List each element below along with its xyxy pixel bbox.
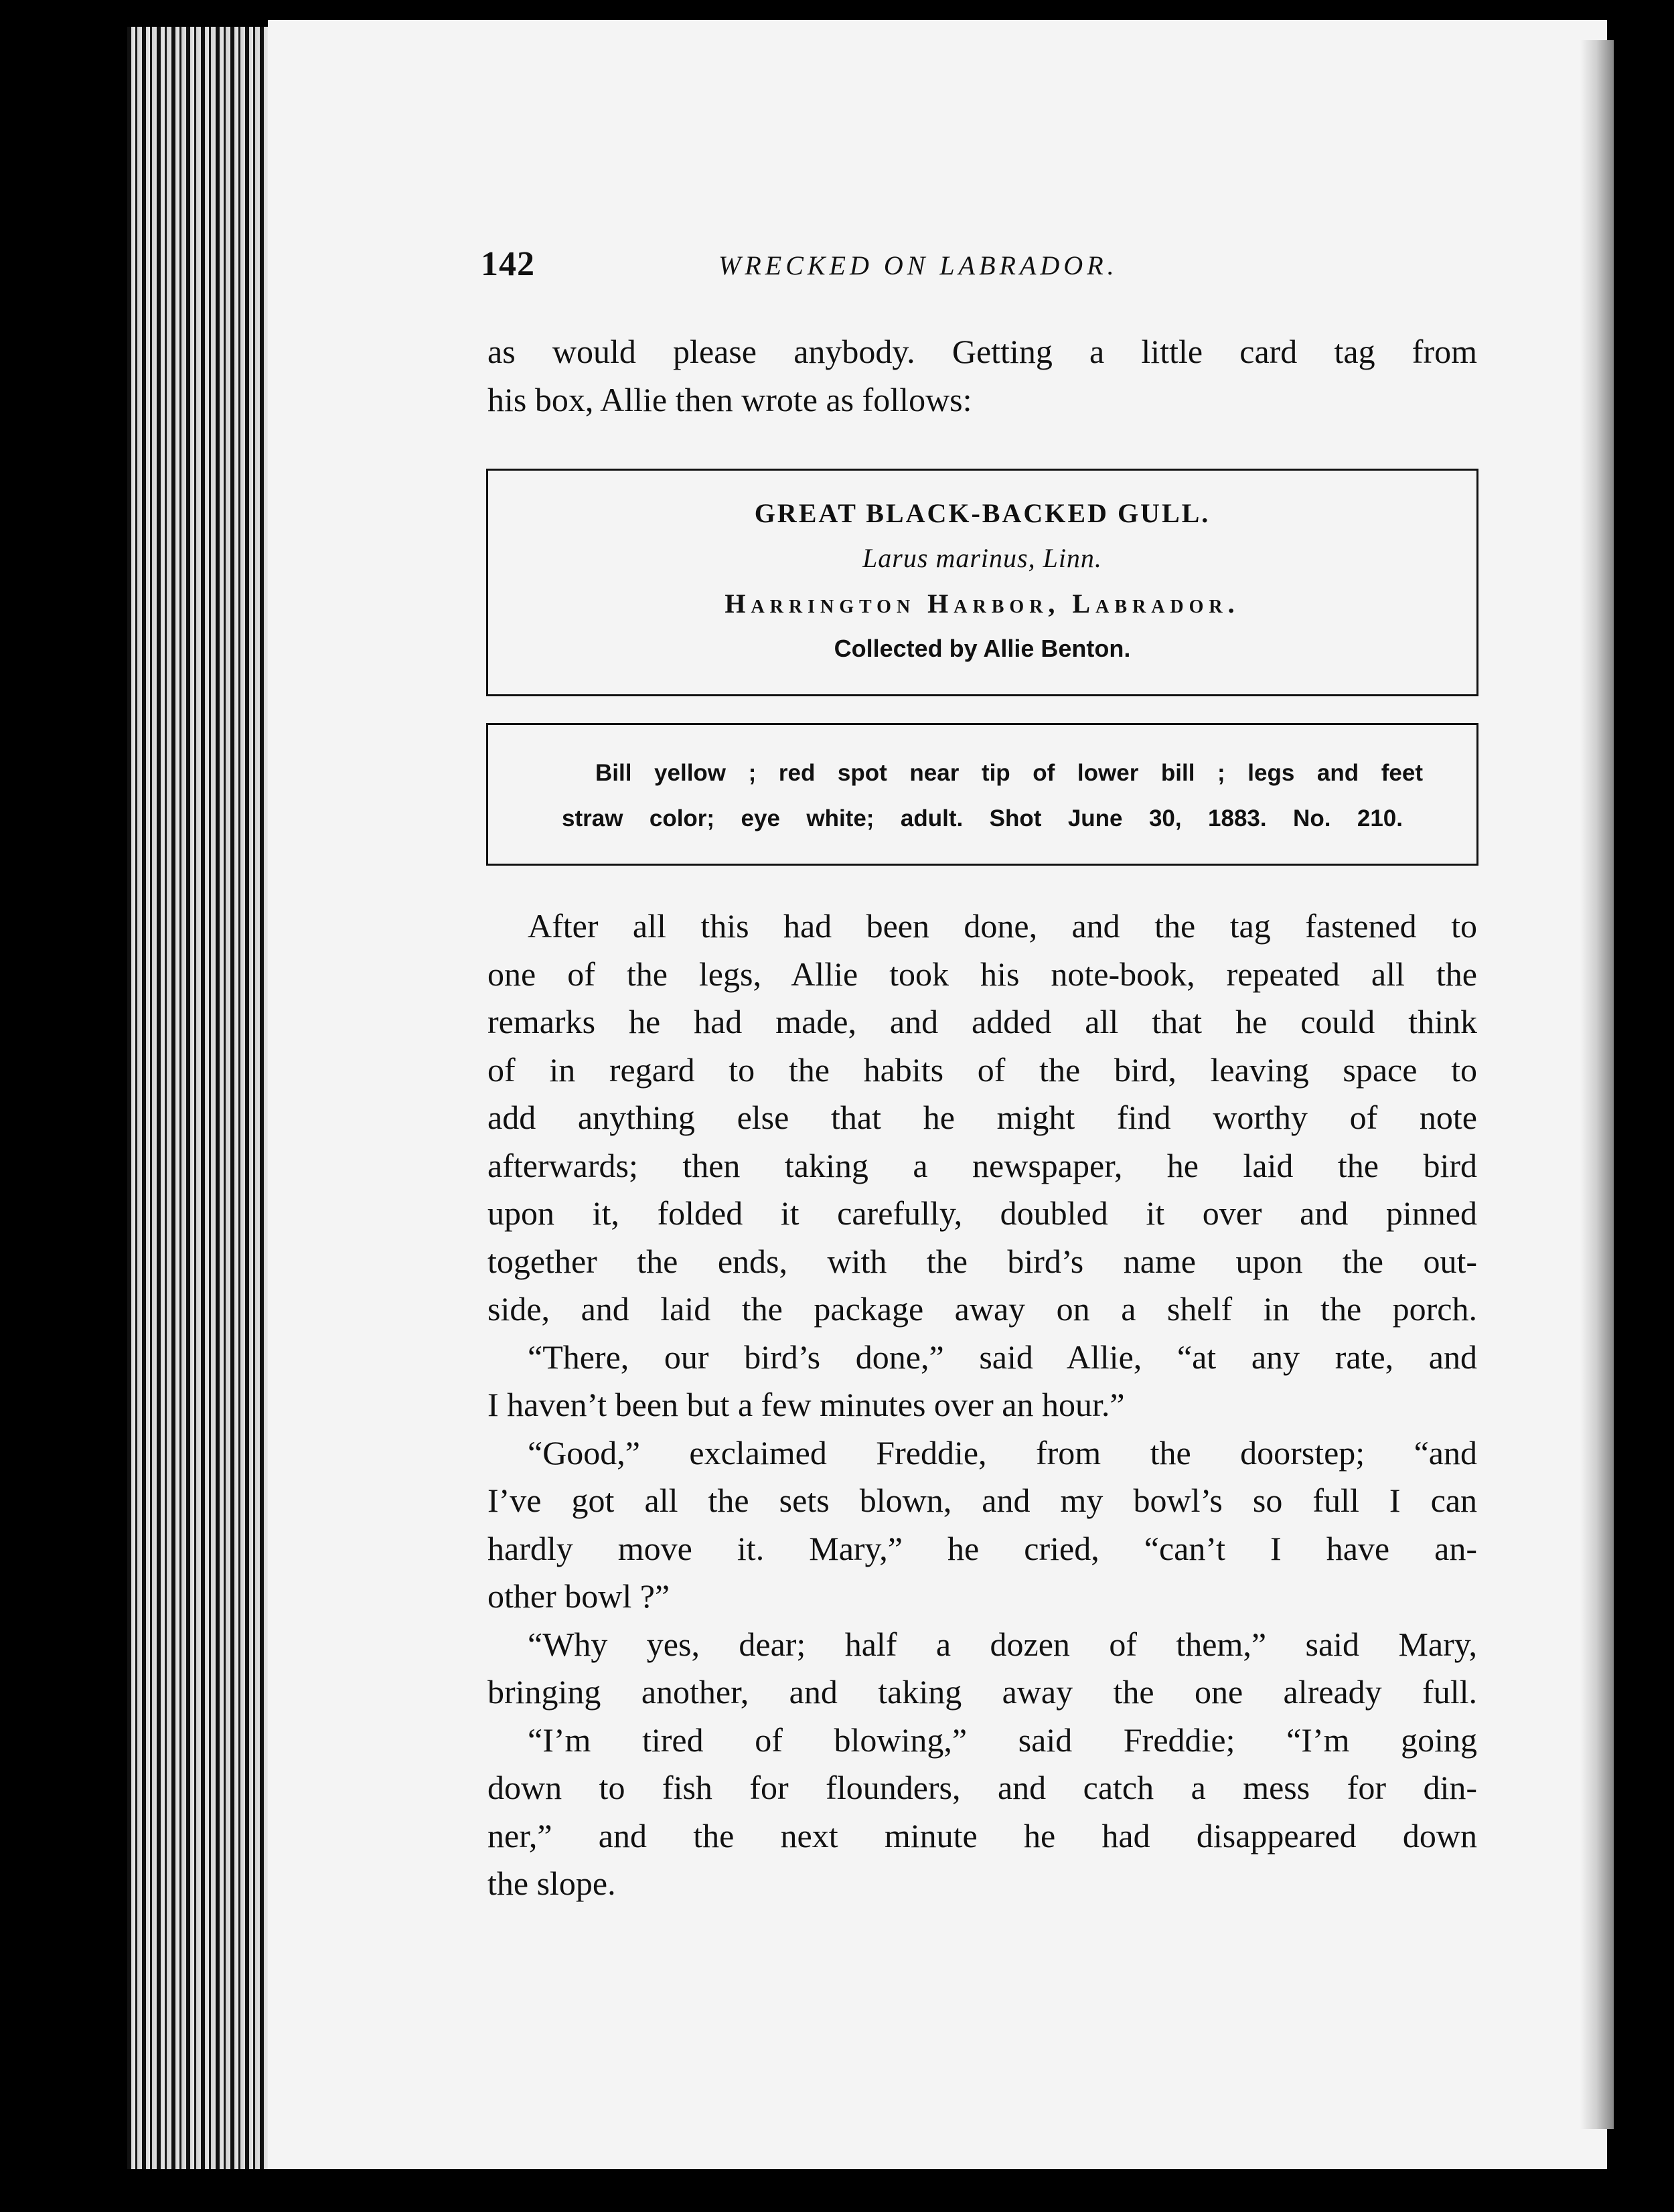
text-line: down to fish for flounders, and catch a mess for din- bbox=[487, 1769, 1477, 1806]
running-title: WRECKED ON LABRADOR. bbox=[718, 250, 1118, 281]
text-line: “There, our bird’s done,” said Allie, “at any rate, and bbox=[528, 1338, 1477, 1376]
specimen-tag-back bbox=[486, 723, 1478, 866]
text-line: as would please anybody. Getting a little card tag from bbox=[487, 333, 1477, 370]
tag-description-line: Bill yellow ; red spot near tip of lower bill ; legs and feet bbox=[595, 760, 1423, 786]
text-line: “Why yes, dear; half a dozen of them,” said Mary, bbox=[528, 1625, 1477, 1663]
text-line: add anything else that he might find worthy of note bbox=[487, 1099, 1477, 1136]
text-line: I haven’t been but a few minutes over an hour.” bbox=[487, 1386, 1125, 1423]
species-name: GREAT BLACK-BACKED GULL. bbox=[754, 498, 1211, 528]
text-line: the slope. bbox=[487, 1865, 616, 1902]
text-line: After all this had been done, and the tag fastened to bbox=[528, 907, 1477, 945]
bottom-background bbox=[127, 2169, 1674, 2212]
specimen-tag-front bbox=[486, 469, 1478, 696]
text-line: afterwards; then taking a newspaper, he laid the bird bbox=[487, 1146, 1477, 1184]
text-line: I’ve got all the sets blown, and my bowl’s so full I can bbox=[487, 1482, 1477, 1519]
text-line: bringing another, and taking away the one already full. bbox=[487, 1673, 1477, 1711]
text-line: ner,” and the next minute he had disappeared down bbox=[487, 1816, 1477, 1854]
running-head bbox=[481, 244, 1239, 291]
text-line: “I’m tired of blowing,” said Freddie; “I’m going bbox=[528, 1721, 1477, 1759]
body-text bbox=[487, 902, 1477, 1908]
page-number: 142 bbox=[481, 245, 535, 283]
collector: Collected by Allie Benton. bbox=[834, 635, 1131, 662]
text-line: side, and laid the package away on a shelf in the porch. bbox=[487, 1290, 1477, 1328]
text-line: together the ends, with the bird’s name upon the out- bbox=[487, 1242, 1477, 1280]
collection-place: Harrington Harbor, Labrador. bbox=[725, 588, 1240, 619]
tag-description-line: straw color; eye white; adult. Shot June 30, 1883. No. 210. bbox=[562, 805, 1403, 832]
intro-paragraph bbox=[487, 328, 1477, 424]
text-line: of in regard to the habits of the bird, leaving space to bbox=[487, 1050, 1477, 1089]
text-line: his box, Allie then wrote as follows: bbox=[487, 380, 972, 418]
right-background bbox=[1614, 0, 1674, 2212]
text-line: one of the legs, Allie took his note-book, repeated all the bbox=[487, 955, 1477, 993]
page-edges bbox=[127, 0, 281, 2212]
latin-name: Larus marinus, Linn. bbox=[862, 543, 1102, 573]
text-line: upon it, folded it carefully, doubled it over and pinned bbox=[487, 1194, 1477, 1232]
text-line: hardly move it. Mary,” he cried, “can’t I have an- bbox=[487, 1529, 1477, 1567]
text-line: other bowl ?” bbox=[487, 1577, 670, 1615]
text-line: “Good,” exclaimed Freddie, from the doorstep; “and bbox=[528, 1433, 1477, 1472]
text-line: remarks he had made, and added all that he could think bbox=[487, 1003, 1477, 1040]
